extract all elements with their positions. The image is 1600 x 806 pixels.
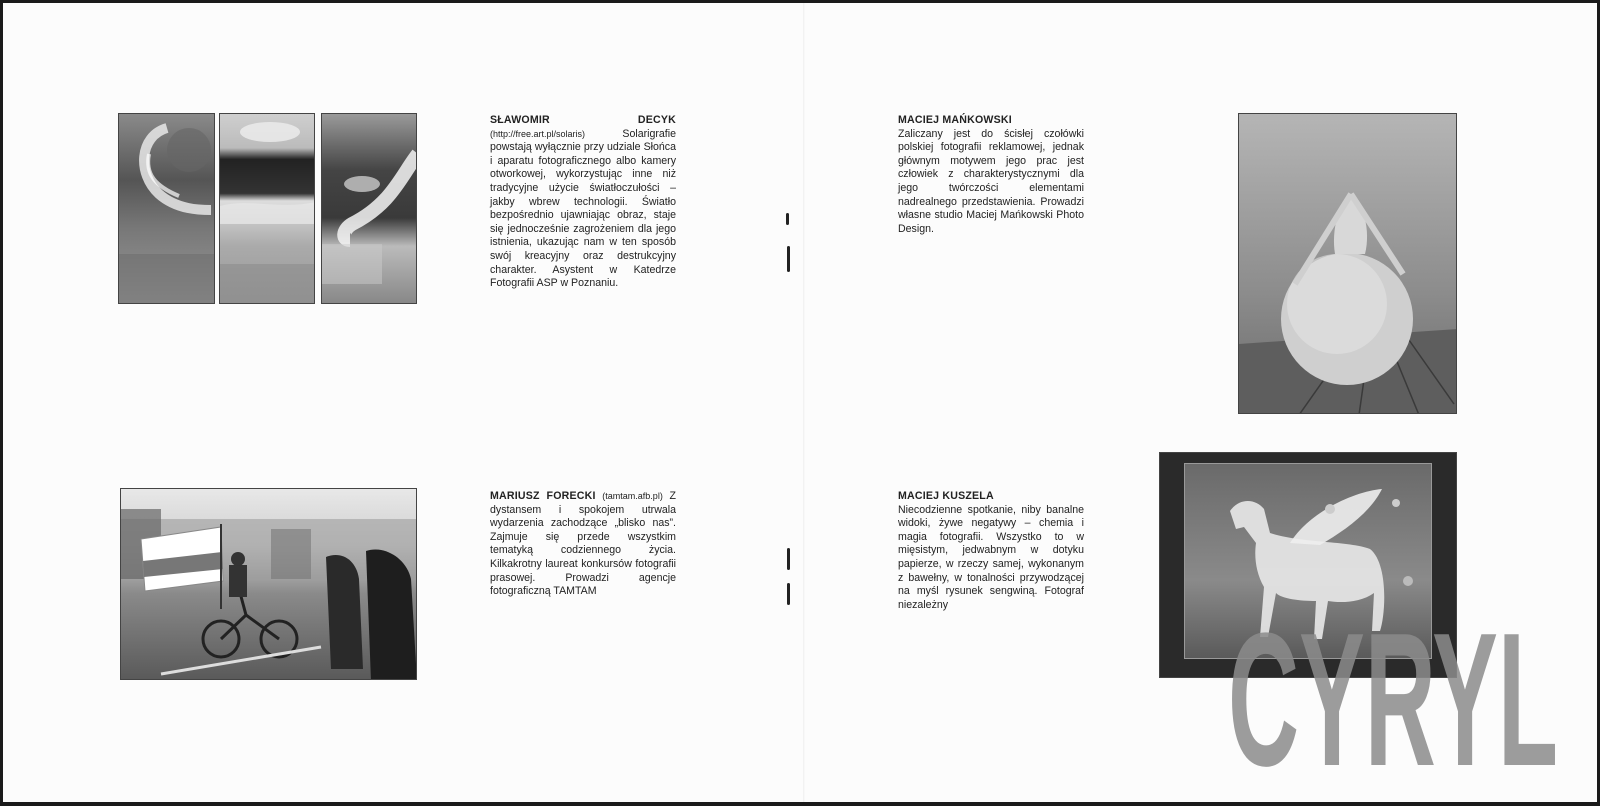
solarigraph-1-image bbox=[119, 114, 215, 304]
solarigraph-photo-2 bbox=[219, 113, 315, 304]
cyclist-image bbox=[121, 489, 417, 680]
bio-kuszela bbox=[898, 490, 1084, 612]
artist-bio: Niecodzienne spotkanie, niby banalne widoki, żywe negatywy – chemia i magia fotografii. Wszystko to w mięsistym, jedwabnym w dotyku papierze, w rzeczy samej, wykonanym z bawełny, w tonalności przywodzącej na myśl rysunek sengwiną. Fotograf niezależny bbox=[898, 503, 1084, 611]
artist-website: (tamtam.afb.pl) bbox=[602, 491, 663, 501]
artist-name: SŁAWOMIR DECYK bbox=[490, 114, 676, 126]
binding-stitch-2 bbox=[787, 246, 790, 272]
bio-decyk bbox=[490, 114, 676, 291]
bio-forecki bbox=[490, 490, 676, 599]
artist-name: MACIEJ MAŃKOWSKI bbox=[898, 114, 1012, 126]
solarigraph-3-image bbox=[322, 114, 417, 304]
figure-on-sphere-photo bbox=[1238, 113, 1457, 414]
artist-bio: Z dystansem i spokojem utrwala wydarzenia zachodzące „blisko nas”. Zajmuje się przede wszystkim tematyką codziennego życia. Kilkakrotny laureat konkursów fotografii prasowej. Prowadzi agencje fotograficzną TAMTAM bbox=[490, 490, 676, 598]
sphere-image bbox=[1239, 114, 1457, 414]
artist-bio: Zaliczany jest do ścisłej czołówki polskiej fotografii reklamowej, jednak głównym motywem jego prac jest człowiek z charakterystycznymi dla jego twórczości elementami nadrealnego przedstawienia. Prowadzi własne studio Maciej Mańkowski Photo Design. bbox=[898, 127, 1084, 235]
bio-mankowski bbox=[898, 114, 1084, 236]
page-fold bbox=[803, 3, 805, 802]
cyryl-logo bbox=[1228, 615, 1568, 771]
solarigraph-photo-1 bbox=[118, 113, 215, 304]
binding-stitch-4 bbox=[787, 583, 790, 605]
artist-bio: Solarigrafie powstają wyłącznie przy udziale Słońca i aparatu fotograficznego albo kamery otworkowej, wykorzystując inne niż tradycyjne użycie światłoczułości – jakby wbrew technologii. Światło bezpośrednio ujawniając obraz, staje się jednocześnie zagrożeniem dla jego istnienia, ukazując nam w ten sposób swój kreacyjny oraz destrukcyjny charakter. Asystent w Katedrze Fotografii ASP w Poznaniu. bbox=[490, 127, 676, 290]
artist-name: MARIUSZ FORECKI bbox=[490, 490, 596, 502]
artist-website: (http://free.art.pl/solaris) bbox=[490, 128, 586, 139]
cyclist-with-flag-photo bbox=[120, 488, 417, 680]
logo-text: CYRYL bbox=[1228, 615, 1558, 771]
binding-stitch-3 bbox=[787, 548, 790, 570]
solarigraph-photo-3 bbox=[321, 113, 417, 304]
booklet-spread bbox=[3, 3, 1597, 802]
binding-stitch-1 bbox=[786, 213, 789, 225]
artist-name: MACIEJ KUSZELA bbox=[898, 490, 994, 502]
solarigraph-2-image bbox=[220, 114, 315, 304]
